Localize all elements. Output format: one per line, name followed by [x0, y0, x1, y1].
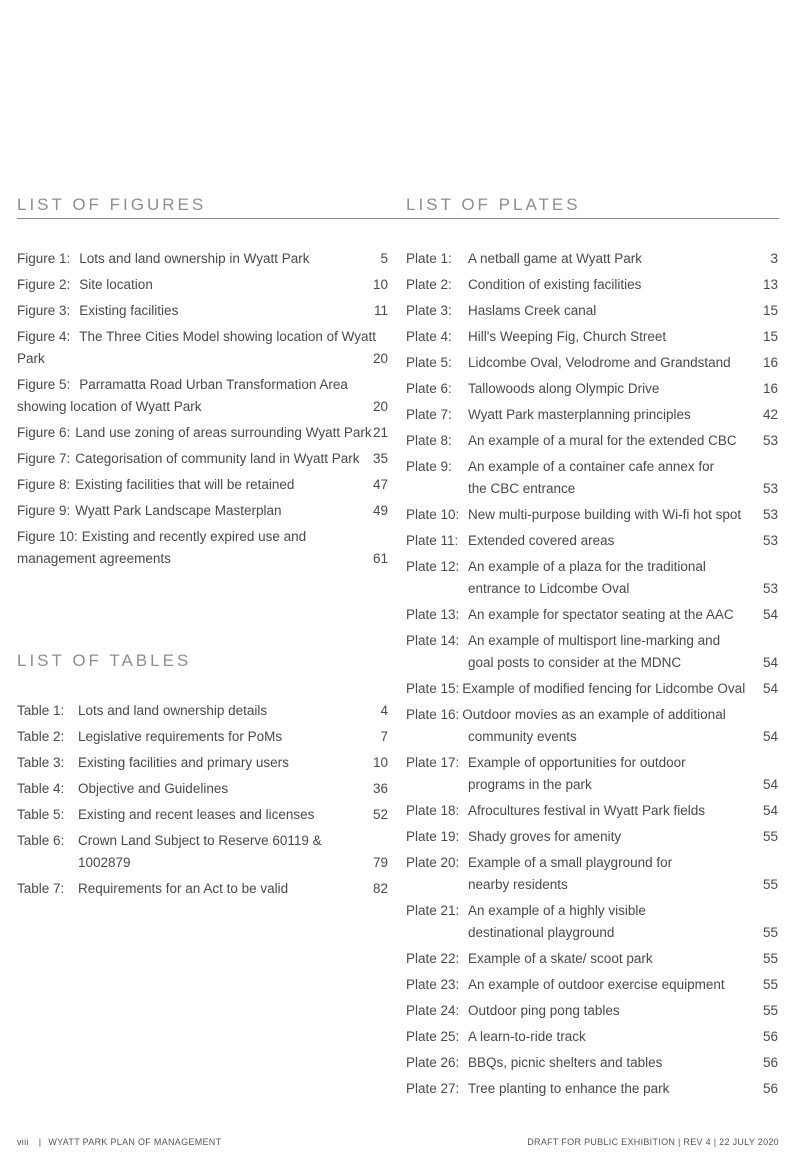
figure-page: 35 [372, 451, 388, 466]
plate-title: A netball game at Wyatt Park [468, 251, 642, 266]
plate-title: An example for spectator seating at the AAC [468, 607, 734, 622]
figure-title: Existing facilities [79, 303, 179, 318]
plate-page: 56 [762, 1029, 778, 1044]
plate-label: Plate 19: [406, 829, 460, 844]
table-label: Table 6: [17, 833, 65, 848]
plate-title: An example of a plaza for the traditional [468, 559, 706, 574]
figure-label: Figure 4: [17, 329, 71, 344]
plate-title: Lidcombe Oval, Velodrome and Grandstand [468, 355, 731, 370]
table-label: Table 2: [17, 729, 65, 744]
plate-label: Plate 3: [406, 303, 452, 318]
plate-label: Plate 15: [406, 681, 460, 696]
figure-label: Figure 3: [17, 303, 71, 318]
table-title: Lots and land ownership details [78, 703, 268, 718]
plate-entry[interactable] [406, 826, 778, 848]
tables-heading: LIST OF TABLES [17, 651, 192, 670]
figure-entry[interactable] [17, 500, 388, 522]
plate-page: 54 [762, 777, 778, 792]
plate-title: Example of modified fencing for Lidcombe Oval [462, 681, 746, 696]
plate-label: Plate 13: [406, 607, 460, 622]
figure-page: 61 [372, 551, 388, 566]
plate-label: Plate 12: [406, 559, 460, 574]
footer-left [17, 1137, 221, 1147]
plate-label: Plate 10: [406, 507, 460, 522]
table-entry[interactable] [17, 700, 388, 722]
figure-title: Lots and land ownership in Wyatt Park [79, 251, 310, 266]
figure-page: 5 [380, 251, 388, 266]
plate-entry[interactable] [406, 900, 778, 944]
plate-entry[interactable] [406, 248, 778, 270]
table-page: 79 [372, 855, 388, 870]
tables-list [17, 700, 388, 904]
figure-label: Figure 8: [17, 477, 71, 492]
plate-page: 54 [762, 681, 778, 696]
table-label: Table 4: [17, 781, 65, 796]
plate-page: 56 [762, 1081, 778, 1096]
table-title: Existing facilities and primary users [78, 755, 289, 770]
plate-title-continued: programs in the park [468, 777, 592, 792]
footer-separator: | [38, 1137, 42, 1147]
table-page: 4 [380, 703, 388, 718]
footer-page-number: viii [17, 1137, 29, 1147]
plate-label: Plate 22: [406, 951, 460, 966]
figure-page: 10 [372, 277, 388, 292]
figure-title: Existing and recently expired use and management agreements [17, 529, 307, 566]
plate-label: Plate 18: [406, 803, 460, 818]
plate-entry[interactable] [406, 948, 778, 970]
plate-page: 55 [762, 977, 778, 992]
table-title: Requirements for an Act to be valid [78, 881, 289, 896]
plate-entry[interactable] [406, 852, 778, 896]
plate-page: 56 [762, 1055, 778, 1070]
plate-entry[interactable] [406, 604, 778, 626]
plate-label: Plate 17: [406, 755, 460, 770]
table-entry[interactable] [17, 878, 388, 900]
plate-title-continued: goal posts to consider at the MDNC [468, 655, 682, 670]
plate-entry[interactable] [406, 752, 778, 796]
plate-title: Outdoor ping pong tables [468, 1003, 620, 1018]
plate-entry[interactable] [406, 1000, 778, 1022]
plate-title-continued: entrance to Lidcombe Oval [468, 581, 630, 596]
figure-title: Site location [79, 277, 153, 292]
plate-title-continued: community events [468, 729, 577, 744]
plate-entry[interactable] [406, 326, 778, 348]
table-title: Crown Land Subject to Reserve 60119 & 1002879 [78, 833, 322, 870]
plate-entry[interactable] [406, 1026, 778, 1048]
table-page: 7 [380, 729, 388, 744]
plate-page: 53 [762, 481, 778, 496]
plate-title: An example of outdoor exercise equipment [468, 977, 725, 992]
table-entry[interactable] [17, 726, 388, 748]
plate-title: Example of a small playground for [468, 855, 673, 870]
plate-title: Hill's Weeping Fig, Church Street [468, 329, 667, 344]
plate-page: 53 [762, 433, 778, 448]
table-page: 52 [372, 807, 388, 822]
figure-entry[interactable] [17, 422, 388, 444]
plate-title: Outdoor movies as an example of additional [462, 707, 726, 722]
plate-title-continued: nearby residents [468, 877, 568, 892]
figure-title: Categorisation of community land in Wyatt Park [75, 451, 360, 466]
figures-list [17, 248, 388, 574]
plate-label: Plate 21: [406, 903, 460, 918]
plate-entry[interactable] [406, 352, 778, 374]
plate-label: Plate 20: [406, 855, 460, 870]
figure-label: Figure 9: [17, 503, 71, 518]
plate-title: BBQs, picnic shelters and tables [468, 1055, 663, 1070]
figure-entry[interactable] [17, 274, 388, 296]
figure-page: 21 [372, 425, 388, 440]
plate-entry[interactable] [406, 974, 778, 996]
plate-title: Extended covered areas [468, 533, 615, 548]
table-entry[interactable] [17, 752, 388, 774]
plate-label: Plate 23: [406, 977, 460, 992]
plate-page: 13 [762, 277, 778, 292]
plate-label: Plate 14: [406, 633, 460, 648]
figure-entry[interactable] [17, 248, 388, 270]
plate-page: 53 [762, 533, 778, 548]
plate-title: Afrocultures festival in Wyatt Park fields [468, 803, 705, 818]
plate-label: Plate 11: [406, 533, 459, 548]
figure-label: Figure 10: [17, 529, 78, 544]
footer-document-title: WYATT PARK PLAN OF MANAGEMENT [48, 1137, 222, 1147]
plate-title: Condition of existing facilities [468, 277, 642, 292]
plate-label: Plate 4: [406, 329, 452, 344]
plate-page: 42 [762, 407, 778, 422]
plate-entry[interactable] [406, 378, 778, 400]
plate-title: Tree planting to enhance the park [468, 1081, 670, 1096]
plate-title: Example of opportunities for outdoor [468, 755, 686, 770]
figure-label: Figure 2: [17, 277, 71, 292]
table-label: Table 5: [17, 807, 65, 822]
figure-entry[interactable] [17, 326, 388, 370]
plate-title-continued: destinational playground [468, 925, 615, 940]
plate-entry[interactable] [406, 456, 778, 500]
plate-entry[interactable] [406, 1052, 778, 1074]
plate-page: 3 [770, 251, 778, 266]
plate-entry[interactable] [406, 300, 778, 322]
plate-entry[interactable] [406, 404, 778, 426]
table-page: 36 [372, 781, 388, 796]
plate-label: Plate 5: [406, 355, 452, 370]
plate-label: Plate 7: [406, 407, 452, 422]
plate-page: 55 [762, 925, 778, 940]
plate-title: Tallowoods along Olympic Drive [468, 381, 660, 396]
table-title: Objective and Guidelines [78, 781, 229, 796]
table-title: Legislative requirements for PoMs [78, 729, 283, 744]
plates-list [406, 248, 778, 1104]
plate-title-continued: the CBC entrance [468, 481, 576, 496]
table-entry[interactable] [17, 804, 388, 826]
figure-label: Figure 6: [17, 425, 71, 440]
plate-label: Plate 16: [406, 707, 460, 722]
plate-page: 15 [762, 303, 778, 318]
figures-heading: LIST OF FIGURES [17, 195, 207, 214]
plate-page: 54 [762, 607, 778, 622]
figure-label: Figure 5: [17, 377, 71, 392]
plate-title: Shady groves for amenity [468, 829, 622, 844]
figure-entry[interactable] [17, 448, 388, 470]
footer-status: DRAFT FOR PUBLIC EXHIBITION | REV 4 | 22 JULY 2020 [527, 1137, 779, 1147]
plate-title: An example of a container cafe annex for [468, 459, 715, 474]
table-entry[interactable] [17, 778, 388, 800]
plate-page: 54 [762, 803, 778, 818]
plate-label: Plate 26: [406, 1055, 460, 1070]
plate-entry[interactable] [406, 504, 778, 526]
plate-entry[interactable] [406, 556, 778, 600]
plate-label: Plate 1: [406, 251, 452, 266]
plate-title: New multi-purpose building with Wi-fi hot spot [468, 507, 742, 522]
plate-entry[interactable] [406, 800, 778, 822]
heading-rule [17, 218, 779, 219]
figure-page: 20 [372, 399, 388, 414]
plate-label: Plate 25: [406, 1029, 460, 1044]
plate-page: 53 [762, 507, 778, 522]
plate-entry[interactable] [406, 704, 778, 748]
plate-title: An example of a mural for the extended CBC [468, 433, 737, 448]
table-page: 82 [372, 881, 388, 896]
figure-page: 11 [373, 303, 388, 318]
plate-entry[interactable] [406, 274, 778, 296]
figure-page: 20 [372, 351, 388, 366]
plate-page: 53 [762, 581, 778, 596]
plate-page: 15 [762, 329, 778, 344]
plate-page: 16 [762, 381, 778, 396]
plate-page: 54 [762, 655, 778, 670]
figure-entry[interactable] [17, 374, 388, 418]
table-title: Existing and recent leases and licenses [78, 807, 315, 822]
plate-page: 55 [762, 951, 778, 966]
plate-title: Example of a skate/ scoot park [468, 951, 653, 966]
plate-label: Plate 24: [406, 1003, 460, 1018]
figure-title: Wyatt Park Landscape Masterplan [75, 503, 282, 518]
figure-page: 47 [372, 477, 388, 492]
figure-label: Figure 7: [17, 451, 71, 466]
table-page: 10 [372, 755, 388, 770]
figure-title: Land use zoning of areas surrounding Wyatt Park [75, 425, 372, 440]
plate-page: 55 [762, 1003, 778, 1018]
table-label: Table 1: [17, 703, 65, 718]
figure-title: The Three Cities Model showing location of Wyatt Park [17, 329, 377, 366]
figure-entry[interactable] [17, 300, 388, 322]
figure-page: 49 [372, 503, 388, 518]
plate-page: 55 [762, 877, 778, 892]
plate-title: An example of a highly visible [468, 903, 646, 918]
plates-heading: LIST OF PLATES [406, 195, 581, 214]
table-label: Table 3: [17, 755, 65, 770]
figure-entry[interactable] [17, 474, 388, 496]
plate-label: Plate 9: [406, 459, 452, 474]
plate-label: Plate 2: [406, 277, 452, 292]
plate-label: Plate 6: [406, 381, 452, 396]
figure-title: Existing facilities that will be retained [75, 477, 295, 492]
plate-title: A learn-to-ride track [468, 1029, 586, 1044]
plate-title: Wyatt Park masterplanning principles [468, 407, 691, 422]
figure-title: Parramatta Road Urban Transformation Area showing location of Wyatt Park [17, 377, 348, 414]
plate-page: 54 [762, 729, 778, 744]
plate-page: 55 [762, 829, 778, 844]
plate-entry[interactable] [406, 1078, 778, 1100]
plate-label: Plate 27: [406, 1081, 460, 1096]
plate-title: Haslams Creek canal [468, 303, 597, 318]
plate-page: 16 [762, 355, 778, 370]
plate-entry[interactable] [406, 630, 778, 674]
plate-title: An example of multisport line-marking and [468, 633, 721, 648]
plate-entry[interactable] [406, 678, 778, 700]
table-entry[interactable] [17, 830, 388, 874]
table-label: Table 7: [17, 881, 65, 896]
plate-entry[interactable] [406, 530, 778, 552]
plate-entry[interactable] [406, 430, 778, 452]
figure-label: Figure 1: [17, 251, 71, 266]
figure-entry[interactable] [17, 526, 388, 570]
plate-label: Plate 8: [406, 433, 452, 448]
